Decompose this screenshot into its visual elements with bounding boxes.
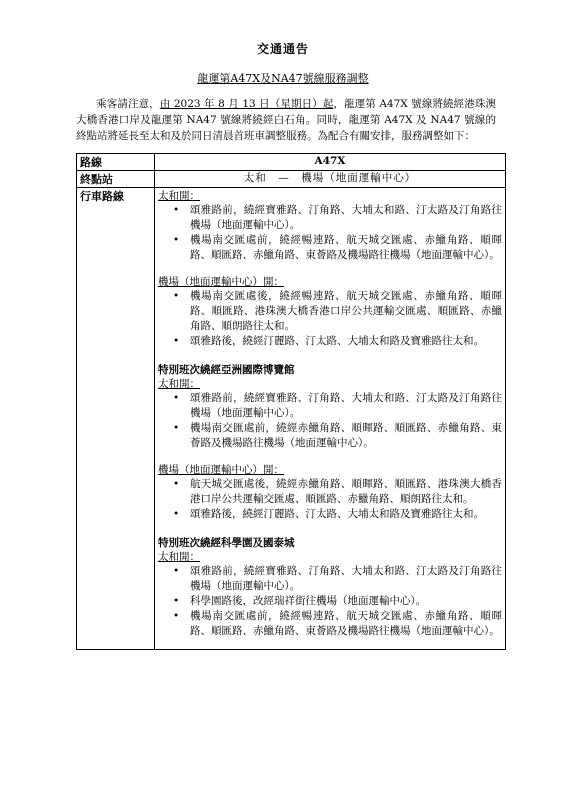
routing-list-item: • 頌雅路後，繞經汀麗路、汀太路、大埔太和路及寶雅路往太和。 bbox=[158, 507, 502, 522]
routing-list-item: • 頌雅路後，繞經汀麗路、汀太路、大埔太和路及寶雅路往太和。 bbox=[158, 334, 502, 349]
direction-label: 太和開： bbox=[158, 378, 200, 390]
direction-label: 機場（地面運輸中心）開： bbox=[158, 276, 284, 288]
direction-label: 太和開： bbox=[158, 551, 200, 563]
routing-details bbox=[155, 188, 506, 650]
routing-list bbox=[158, 203, 502, 263]
notice-title: 交通通告 bbox=[256, 42, 309, 56]
routing-row bbox=[77, 188, 506, 650]
routing-list bbox=[158, 477, 502, 522]
terminus-row bbox=[77, 171, 506, 188]
special-service-heading: 特別班次繞經亞洲國際博覽館 bbox=[158, 364, 295, 376]
route-label: 路線 bbox=[77, 154, 155, 171]
routing-list-item: • 頌雅路前，繞經寶雅路、汀角路、大埔太和路、汀太路及汀角路往機場（地面運輸中心）。 bbox=[158, 391, 502, 421]
routing-list-item: • 機場南交匯處前，繞經赤鱲角路、順暉路、順匯路、赤鱲角路、東薈路及機場路往機場（地面運輸中心）。 bbox=[158, 421, 502, 451]
routing-list-item: • 航天城交匯處後，繞經赤鱲角路、順暉路、順匯路、港珠澳大橋香港口岸公共運輸交匯處、順匯路、赤鱲角路、順朗路往太和。 bbox=[158, 477, 502, 507]
routing-list-item: • 頌雅路前，繞經寶雅路、汀角路、大埔太和路、汀太路及汀角路往機場（地面運輸中心）。 bbox=[158, 564, 502, 594]
route-row bbox=[77, 154, 506, 171]
direction-label: 太和開： bbox=[158, 190, 200, 202]
routing-list bbox=[158, 564, 502, 639]
routing-list-item: • 機場南交匯處前，繞經暢連路、航天城交匯處、赤鱲角路、順暉路、順匯路、赤鱲角路、東薈路及機場路往機場（地面運輸中心）。 bbox=[158, 233, 502, 263]
terminus-value: 太和 — 機場（地面運輸中心） bbox=[155, 171, 506, 188]
terminus-label: 終點站 bbox=[77, 171, 155, 188]
routing-list bbox=[158, 391, 502, 451]
intro-effective-date: 由 2023 年 8 月 13 日（星期日）起 bbox=[159, 98, 334, 110]
routing-list-item: • 科學園路後，改經瑞祥街往機場（地面運輸中心）。 bbox=[158, 594, 502, 609]
routing-list-item: • 頌雅路前，繞經寶雅路、汀角路、大埔太和路、汀太路及汀角路往機場（地面運輸中心）。 bbox=[158, 203, 502, 233]
direction-label: 機場（地面運輸中心）開： bbox=[158, 464, 284, 476]
routing-list-item: • 機場南交匯處前，繞經暢連路、航天城交匯處、赤鱲角路、順暉路、順匯路、赤鱲角路、東薈路及機場路往機場（地面運輸中心）。 bbox=[158, 609, 502, 639]
intro-part2: ，龍運第 A47X 號線將繞經港珠澳大橋香港口岸及龍運第 NA47 號線將繞經白石角。同時，龍運第 A47X 及 NA47 號線的終點站將延長至太和及於同日清晨首班車調整服務。為配合有關安排，服務調整如下： bbox=[76, 98, 497, 142]
route-table bbox=[76, 153, 506, 650]
intro-part1: 乘客請注意， bbox=[96, 98, 160, 110]
route-value: A47X bbox=[155, 154, 506, 171]
routing-list bbox=[158, 289, 502, 349]
intro-paragraph bbox=[76, 96, 496, 144]
special-service-heading: 特別班次繞經科學園及國泰城 bbox=[158, 537, 295, 549]
notice-subtitle: 龍運第A47X及NA47號線服務調整 bbox=[197, 72, 369, 85]
routing-list-item: • 機場南交匯處後，繞經暢連路、航天城交匯處、赤鱲角路、順暉路、順匯路、港珠澳大橋香港口岸公共運輸交匯處、順匯路、赤鱲角路、順朗路往太和。 bbox=[158, 289, 502, 334]
routing-label: 行車路線 bbox=[77, 188, 155, 650]
